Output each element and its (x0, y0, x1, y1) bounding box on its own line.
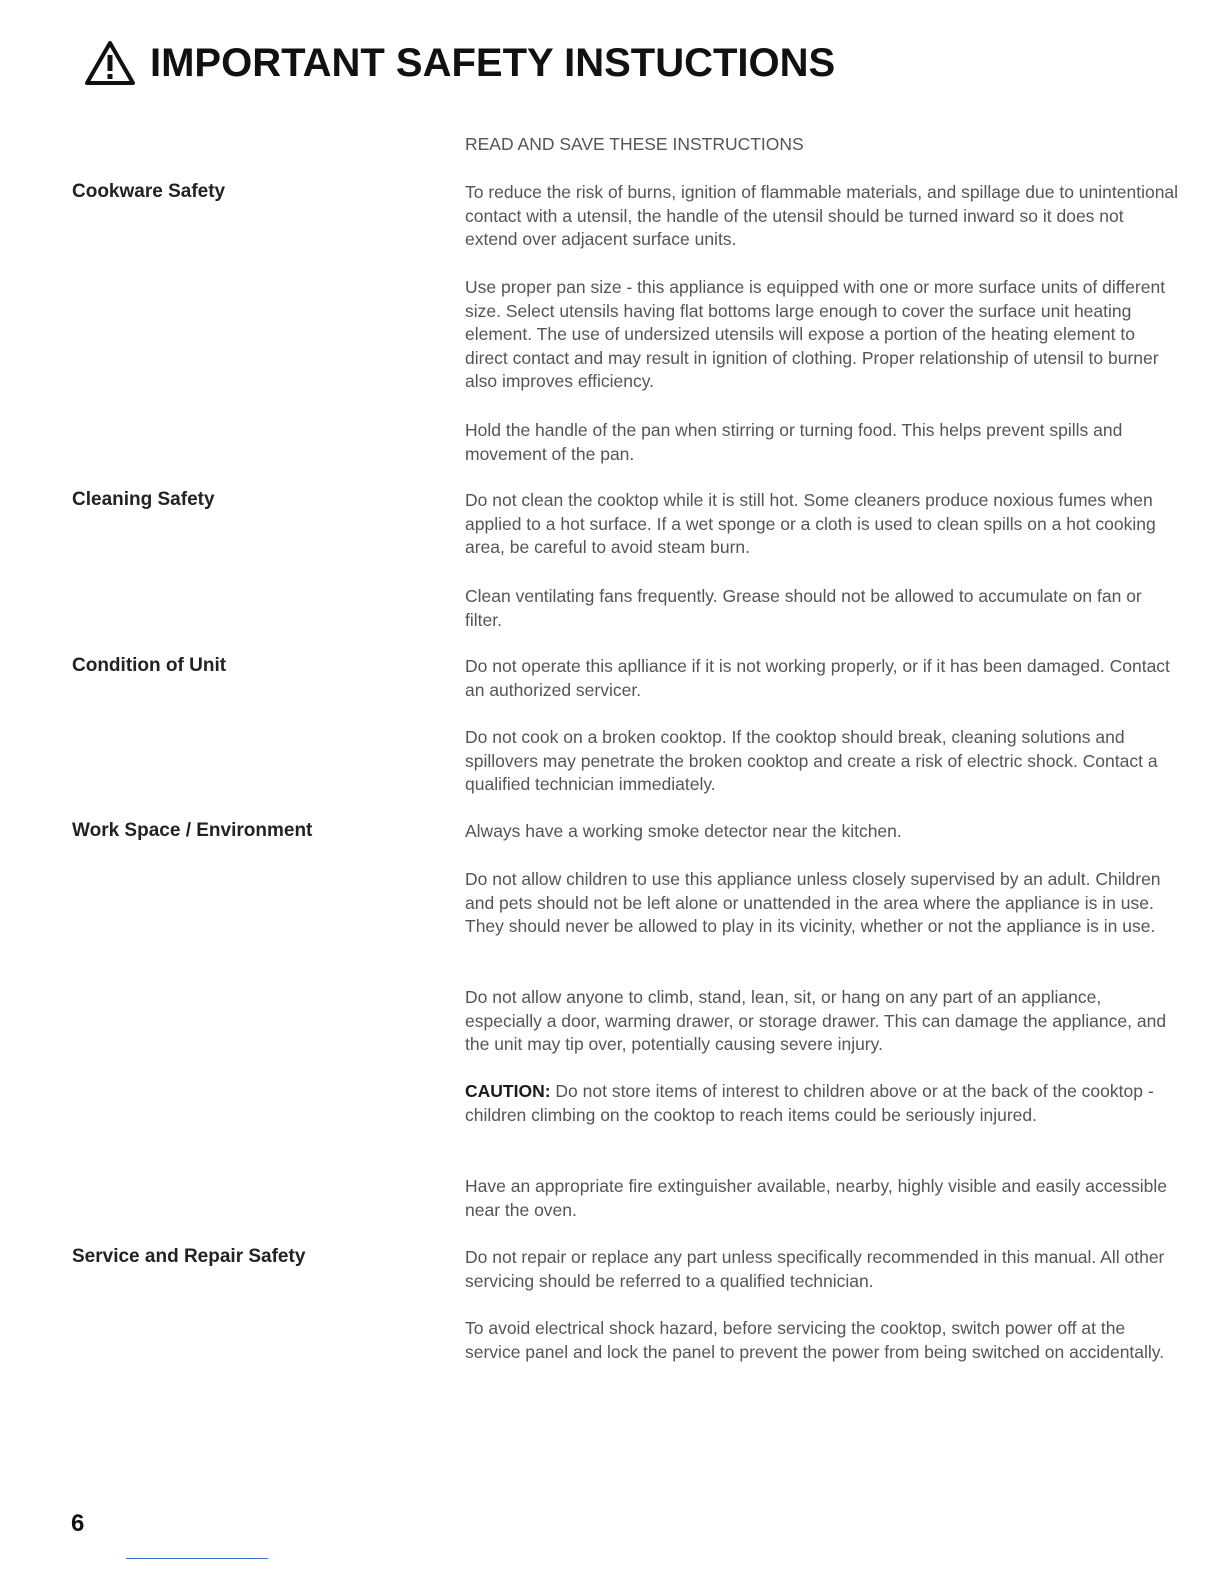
workspace-paragraph: Have an appropriate fire extinguisher available, nearby, highly visible and easily accessible near the oven. (465, 1176, 1168, 1220)
workspace-paragraph: Do not allow children to use this appliance unless closely supervised by an adult. Children and pets should not be left alone or unattended in the area where the appliance is in use. They should never be allowed to play in its vicinity, whether or not the appliance is in use. (465, 869, 1161, 936)
cookware-paragraph: Use proper pan size - this appliance is equipped with one or more surface units of different size. Select utensils having flat bottoms large enough to cover the surface unit heating element. The use of undersized utensils will expose a portion of the heating element to direct contact and may result in ignition of clothing. Proper relationship of utensil to burner also improves efficiency. (465, 277, 1166, 391)
service-paragraph: To avoid electrical shock hazard, before servicing the cooktop, switch power off at the service panel and lock the panel to prevent the power from being switched on accidentally. (465, 1318, 1165, 1362)
condition-paragraph: Do not cook on a broken cooktop. If the cooktop should break, cleaning solutions and spillovers may penetrate the broken cooktop and create a risk of electric shock. Contact a qualified technician immediately. (465, 727, 1158, 794)
section-label-cleaning-safety: Cleaning Safety (72, 489, 215, 510)
section-label-condition-of-unit: Condition of Unit (72, 655, 227, 676)
caution-label: CAUTION: (465, 1081, 551, 1101)
page-number: 6 (71, 1510, 85, 1537)
read-and-save-notice: READ AND SAVE THESE INSTRUCTIONS (465, 134, 804, 154)
cookware-paragraph: Hold the handle of the pan when stirring or turning food. This helps prevent spills and movement of the pan. (465, 420, 1123, 464)
warning-triangle-icon (84, 40, 136, 86)
cookware-paragraph: To reduce the risk of burns, ignition of flammable materials, and spillage due to unintentional contact with a utensil, the handle of the utensil should be turned inward so it does not extend over adjacent surface units. (465, 182, 1179, 249)
caution-paragraph (465, 1080, 1180, 1127)
caution-text: Do not store items of interest to children above or at the back of the cooktop - children climbing on the cooktop to reach items could be seriously injured. (465, 1081, 1154, 1125)
section-label-work-space-environment: Work Space / Environment (72, 820, 313, 841)
service-paragraph: Do not repair or replace any part unless specifically recommended in this manual. All other servicing should be referred to a qualified technician. (465, 1247, 1165, 1291)
cleaning-paragraph: Clean ventilating fans frequently. Grease should not be allowed to accumulate on fan or filter. (465, 586, 1142, 630)
workspace-paragraph: Always have a working smoke detector near the kitchen. (465, 821, 902, 841)
cleaning-paragraph: Do not clean the cooktop while it is still hot. Some cleaners produce noxious fumes when applied to a hot surface. If a wet sponge or a cloth is used to clean spills on a hot cooking area, be careful to avoid steam burn. (465, 490, 1156, 557)
footer-divider (126, 1558, 268, 1559)
section-label-cookware-safety: Cookware Safety (72, 181, 226, 202)
section-label-service-and-repair-safety: Service and Repair Safety (72, 1246, 306, 1267)
condition-paragraph: Do not operate this aplliance if it is not working properly, or if it has been damaged. Contact an authorized servicer. (465, 656, 1170, 700)
page-title: IMPORTANT SAFETY INSTUCTIONS (150, 41, 836, 85)
page-header (84, 40, 835, 86)
workspace-paragraph: Do not allow anyone to climb, stand, lean, sit, or hang on any part of an appliance, especially a door, warming drawer, or storage drawer. This can damage the appliance, and the unit may tip over, potentially causing severe injury. (465, 987, 1167, 1054)
